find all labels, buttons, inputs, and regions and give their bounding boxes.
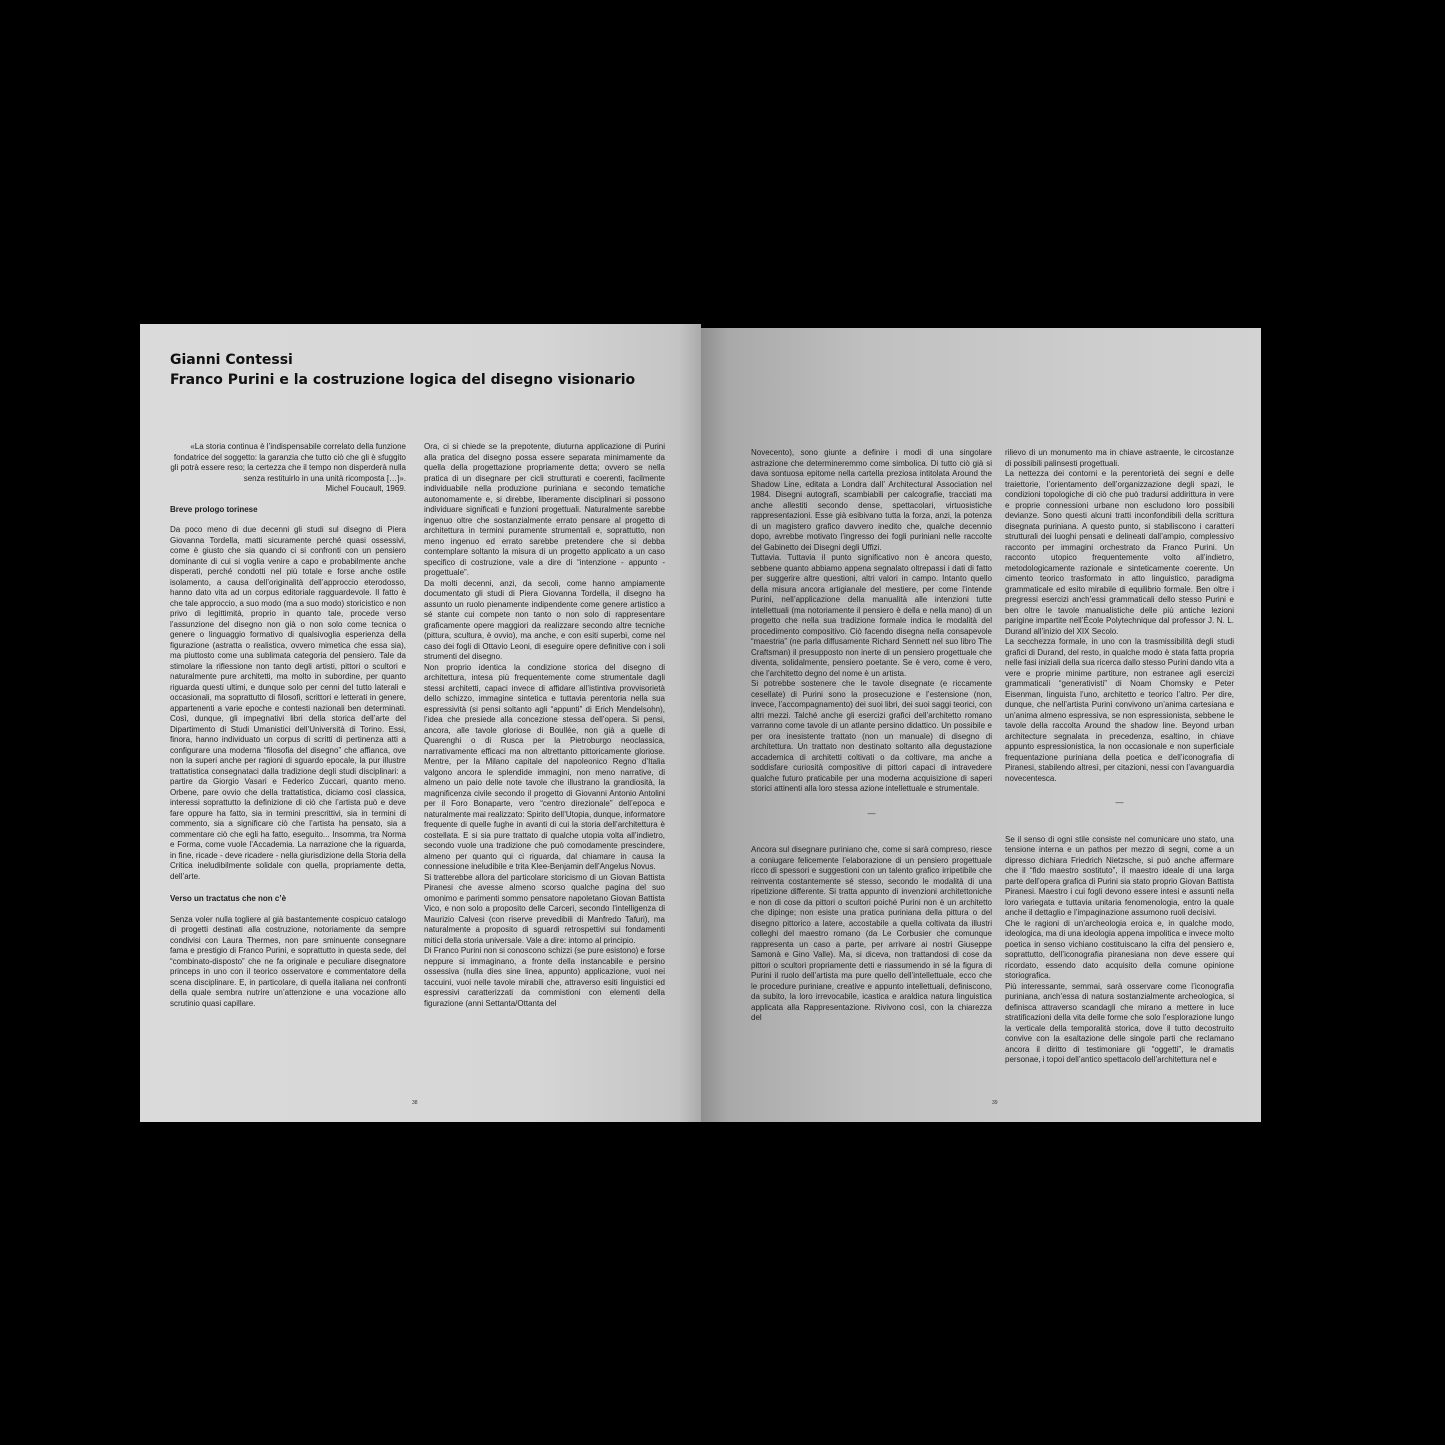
paragraph: Novecento), sono giunte a definire i modi di una singolare astrazione che determineremmo come simbolica. Di tutto ciò già si dava sontuosa epitome nella cartella preziosa intitolata Around the Shadow Line, editata a Londra dall’ Architectural Association nel 1984. Disegni autografi, scambiabili per calcografie, tracciati ma anche allestiti secondo dense, spettacolari, virtuosistiche rappresentazioni. Esse già esibivano tutta la forza, anzi, la potenza di un magistero grafico davvero inedito che, qualche decennio dopo, avrebbe motivato l’ingresso dei fogli puriniani nelle raccolte del Gabinetto dei Disegni degli Uffizi.: [751, 448, 992, 552]
column-4: [1005, 448, 1234, 1066]
epigraph-quote: «La storia continua è l’indispensabile correlato della funzione fondatrice del soggetto: la garanzia che tutto ciò che gli è sfuggito gli potrà essere reso; la certezza che il tempo non disperderà nulla senza restituirlo in una unità ricomposta […]».: [170, 442, 406, 483]
section-heading: Breve prologo torinese: [170, 504, 258, 514]
paragraph: Da molti decenni, anzi, da secoli, come hanno ampiamente documentato gli studi di Piera Giovanna Tordella, il disegno ha assunto un ruolo pienamente indipendente come genere artistico a sé stante cui compete non tanto o non solo di rappresentare graficamente opere maggiori da realizzare secondo altre tecniche (pittura, scultura, è ovvio), ma anche, e con esiti superbi, come nel caso dei fogli di Ottavio Leoni, di eseguire opere definitive con i soli strumenti del disegno.: [424, 578, 665, 661]
paragraph: Si tratterebbe allora del particolare storicismo di un Giovan Battista Piranesi che avesse almeno scorso qualche pagina del suo omonimo e parimenti sommo pensatore napoletano Giovan Battista Vico, e non solo a proposito delle Carceri, secondo l’intelligenza di Maurizio Calvesi (con riserve prevedibili di Manfredo Tafuri), ma naturalmente a proposito di sguardi retrospettivi sui fondamenti mitici della storia universale. Vale a dire: intorno al principio.: [424, 872, 665, 945]
page-number: 39: [992, 1100, 998, 1106]
paragraph: Senza voler nulla togliere al già bastantemente cospicuo catalogo di progetti destinati alla costruzione, notoriamente da sempre condivisi con Laura Thermes, non pare sminuente consegnare fama e prestigio di Franco Purini, e soprattutto in questa sede, del “combinato-disposto” che ne fa originale e peculiare disegnatore princeps in uno con il teorico osservatore e commentatore della scena disciplinare. E, in particolare, di quella italiana nei confronti della quale sembra nutrire un’attenzione e una vocazione allo scrutinio quasi capillare.: [170, 914, 406, 1008]
book-spread: [140, 324, 1261, 1122]
paragraph: rilievo di un monumento ma in chiave astraente, le circostanze di possibili palinsesti progettuali.: [1005, 448, 1234, 468]
column-3: [751, 448, 992, 1024]
page-number: 38: [412, 1100, 418, 1106]
paragraph: La nettezza dei contorni e la perentorietà dei segni e delle traiettorie, l’orientamento dell’organizzazione degli spazi, le condizioni topologiche di ciò che può tradursi addirittura in vere e proprie connessioni urbane non escludono loro possibili devianze. Sono questi alcuni tratti inconfondibili della scrittura disegnata puriniana. A questo punto, si stabiliscono i caratteri strutturali dei luoghi pensati e delineati dall’ampio, complessivo racconto per immagini orchestrato da Franco Purini. Un racconto utopico frequentemente volto all’indietro, metodologicamente razionale e sinteticamente coerente. Un cimento teorico trasformato in atto linguistico, paradigma grammaticale ed esito mirabile di equilibrio formale. Ben oltre i pregressi esercizi anch’essi grammaticali dello stesso Purini e ben oltre le tavole manualistiche delle più antiche lezioni parigine impartite nell’École Polytechnique dal professor J. N. L. Durand all’inizio del XIX Secolo.: [1005, 469, 1234, 636]
paragraph: Se il senso di ogni stile consiste nel comunicare uno stato, una tensione interna e un pathos per mezzo di segni, come a un dipresso dichiara Friedrich Nietzsche, si può anche affermare che il “fido maestro sostituto”, il maestro ideale di una larga parte dell’opera grafica di Purini sia stato proprio Giovan Battista Piranesi. Maestro i cui fogli devono essere intesi e assunti nella loro variegata e tuttavia unitaria fenomenologia, entro la quale anche il dettaglio e l’impaginazione assumono ruoli decisivi.: [1005, 834, 1234, 917]
left-page: [140, 324, 701, 1122]
paragraph: Che le ragioni di un’archeologia eroica e, in qualche modo, ideologica, ma di una ideologia appena impolitica e invece molto poetica in senso vichiano costituiscano la cifra del pensiero e, soprattutto, dell’iconografia piranesiana non deve essere qui ricordato, essendo dato acquisito della comune opinione storiografica.: [1005, 918, 1234, 980]
paragraph: Ancora sul disegnare puriniano che, come si sarà compreso, riesce a coniugare felicemente l’elaborazione di un pensiero progettuale ricco di spessori e suggestioni con un talento grafico irripetibile che reinventa costantemente sé stesso, secondo le modalità di una ripetizione differente. Si tratta appunto di invenzioni architettoniche e non di cose da pittori o scultori poiché Purini non è un architetto che dipinge; non esiste una pratica puriniana della pittura o del disegno pittorico a latere, accostabile a quella coltivata da illustri colleghi del maestro romano (da Le Corbusier che comunque rappresenta un caso a parte, per arrivare ai nostri Giuseppe Samonà e Gino Valle). Ma, si diceva, non trattandosi di cose da pittori o scultori propriamente detti e riassumendo in sé la figura di Purini il ruolo dell’artista ma pure quello dell’intellettuale, ecco che le procedure puriniane, creative e appunto intellettuali, definiscono, da subito, la loro irrevocabile, icastica e araldica natura linguistica applicata alla Rappresentazione. Rivivono così, con la chiarezza del: [751, 845, 992, 1022]
paragraph: La secchezza formale, in uno con la trasmissibilità degli studi grafici di Durand, del resto, in qualche modo è stata fatta propria nelle fasi iniziali della sua ricerca dallo stesso Purini dando vita a vere e proprie minime partiture, non estranee agli esercizi grammaticali “generativisti” di Noam Chomsky e Peter Eisenman, linguista l’uno, architetto e teorico l’altro. Per dire, dunque, che nell’artista Purini convivono un’anima cartesiana e un’anima almeno espressiva, se non espressionista, sebbene le tavole della raccolta Around the shadow line. Beyond urban architecture segnalata in precedenza, esaltino, in chiave appunto espressionistica, la non occasionale e non superficiale frequentazione puriniana della poetica e dell’iconografia di Piranesi, stabilendo altresì, per citazioni, nessi con l’avanguardia novecentesca.: [1005, 637, 1235, 783]
paragraph: Da poco meno di due decenni gli studi sul disegno di Piera Giovanna Tordella, matti sicuramente perché quasi ossessivi, come è giusto che sia quando ci si confronti con un pensiero dominante di cui si voglia venire a capo e probabilmente anche disperati, perché condotti nel più totale e forse anche ostile isolamento, a causa dell’originalità dell’approccio eterodosso, hanno dato vita ad un corpus editoriale ragguardevole. Il fatto è che tale approccio, a suo modo (ma a suo modo) storicistico e non privo di legittimità, proprio in quanto tale, procede verso l’assunzione del disegno non già o non solo come tecnica o genere o linguaggio formativo di qualsivoglia esperienza della figurazione (astratta o realistica, ovvero mimetica che essa sia), ma piuttosto come una sublimata categoria del pensiero. Tale da stimolare la riflessione non tanto degli artisti, pittori o scultori e naturalmente pure architetti, ma molto in subordine, per quanto riguarda questi ultimi, e dunque solo per cenni del tutto laterali e occasionali, ma soprattutto di filosofi, scrittori e letterati in genere, appartenenti a varie epoche e contesti nazionali ben determinati. Così, dunque, gli impegnativi libri della storica dell’arte del Dipartimento di Studi Umanistici dell’Università di Torino. Essi, finora, hanno individuato un corpus di scritti di pertinenza atti a configurare una moderna “filosofia del disegno” che affianca, ove non la superi anche per ragioni di sguardo epocale, la pur illustre trattatistica consegnataci dalla tradizione degli studi disciplinari: a partire da Giorgio Vasari e Federico Zuccari, quanto meno. Orbene, pare ovvio che della trattatistica, diciamo così classica, interessi soprattutto la definizione di ciò che l’artista può e deve fare oppure ha fatto, sia in termini prescrittivi, sia in termini di commento, sia a significare ciò che l’artista ha pensato, sia a commentare ciò che egli ha fatto, eseguito... Insomma, tra Norma e Forma, come vuole l’Accademia. La narrazione che la riguarda, in fine, ricade - deve ricadere - nella giurisdizione della Storia della Critica ineludibilmente solidale con quella, propriamente detta, dell’arte.: [170, 525, 406, 881]
paragraph: Tuttavia. Tuttavia il punto significativo non è ancora questo, sebbene quanto abbiamo appena segnalato oltrepassi i dati di fatto per suggerire altre questioni, altri valori in campo. Intanto quello della misura ancora artigianale del mestiere, per come l’intende Purini, nell’applicazione della manualità alle intenzioni tutte intellettuali (ma notoriamente il pensiero è della e nella mano) di un progetto che nella sua tradizione formale indica le modalità del procedimento compositivo. Ciò facendo disegna nella consapevole “maestria” (ne parla diffusamente Richard Sennett nel suo libro The Craftsman) il presupposto non inerte di un pensiero progettuale che diventa, solidalmente, pensiero poetante. Se è vero, come è vero, che l’architetto degno del nome è un artista.: [751, 553, 992, 678]
paragraph: Non proprio identica la condizione storica del disegno di architettura, intesa più frequentemente come strumentale dagli stessi architetti, capaci invece di affidare all’istintiva provvisorietà dello schizzo, immagine sintetica e tuttavia perentoria nella sua espressività (si pensi soltanto agli “appunti” di Erich Mendelsohn), l’idea che presiede alla concezione stessa dell’opera. Si pensi, ancora, alle tavole gloriose di Boullée, non già a quelle di Quarenghi o di Rusca per la Pietroburgo neoclassica, narrativamente efficaci ma non altrettanto pittoricamente gloriose. Mentre, per la Milano capitale del napoleonico Regno d’Italia valgono ancora le splendide immagini, non meno narrative, di almeno un paio delle note tavole che illustrano la grandiosità, la magnificenza civile secondo il progetto di Giovanni Antonio Antolini per il Foro Bonaparte, vero “centro direzionale” dell’epoca e naturalmente mai realizzato: Spirito dell’Utopia, dunque, informatore frequente di quelle fughe in avanti di cui la storia dell’architettura è costellata. E si sia pure trattato di qualche utopia volta all’indietro, secondo vuole una tradizione che può comodamente prescindere, almeno per quanto qui ci riguarda, dal chiamare in causa la connessione ineludibile e trita Klee-Benjamin dell’Angelus Novus.: [424, 662, 666, 871]
paragraph: Si potrebbe sostenere che le tavole disegnate (e riccamente cesellate) di Purini sono la prosecuzione e l’estensione (non, invece, l’accompagnamento) dei suoi libri, dei suoi saggi teorici, con altri mezzi. Talché anche gli esercizi grafici dell’architetto romano varranno come tavole di un atlante persino didattico. Un possibile e per ora inesistente trattato (non un manuale) di disegno di architettura. Un trattato non destinato soltanto alla degustazione accademica di architetti coltivati o da coltivare, ma anche a soddisfare curiosità compositive di pittori capaci di intravedere qualche futuro praticabile per una moderna acquisizione di saperi storici attinenti alla loro stessa azione intellettuale e strumentale.: [751, 679, 992, 793]
author-name: Gianni Contessi: [170, 352, 293, 368]
epigraph-citation: Michel Foucault, 1969.: [325, 484, 406, 493]
column-2: [424, 442, 665, 1009]
paragraph: Ora, ci si chiede se la prepotente, diuturna applicazione di Purini alla pratica del disegno possa essere separata minimamente da quella della progettazione propriamente detta; ovvero se nella pratica di un disegnare per cicli strutturati e coerenti, facilmente individuabile nella produzione puriniana e secondo tematiche autonomamente e, si direbbe, liberamente disciplinari si possono individuare significati e funzioni progettuali. Naturalmente sarebbe ingenuo oltre che sostanzialmente errato pensare al progetto di architettura in termini puramente strumentali e, soprattutto, non meno ingenuo ed errato sarebbe pretendere che si debba contemplare soltanto la misura di un progetto applicato a un caso specifico di costruzione, vale a dire di “intenzione - appunto - progettuale”.: [424, 442, 665, 577]
paragraph: Più interessante, semmai, sarà osservare come l’iconografia puriniana, anch’essa di natura sostanzialmente archeologica, si definisca attraverso scandagli che mirano a mettere in luce stratificazioni della vita delle forme che solo l’esplorazione lungo la verticale della temporalità storica, dove il tutto decostruito convive con la esaltazione delle singole parti che reclamano ancora il diritto di testimoniare gli “oggetti”, le dramatis personae, i topoi dell’antico spettacolo dell’architettura nel e: [1005, 981, 1234, 1064]
paragraph: Di Franco Purini non si conoscono schizzi (se pure esistono) e forse neppure si immaginano, a fronte della instancabile e persino ossessiva (nulla dies sine linea, appunto) applicazione, vuoi nei taccuini, vuoi nelle tavole mirabili che, attraverso esiti linguistici ed espressivi caratterizzati da commistioni con elementi della figurazione (anni Settanta/Ottanta del: [424, 946, 665, 1008]
section-divider: —: [867, 808, 876, 818]
right-page: [701, 328, 1261, 1122]
epigraph: [170, 442, 406, 495]
article-title: Franco Purini e la costruzione logica del disegno visionario: [170, 372, 636, 388]
section-heading: Verso un tractatus che non c’è: [170, 894, 287, 903]
section-divider: —: [1115, 798, 1124, 807]
column-1: [170, 442, 406, 1009]
